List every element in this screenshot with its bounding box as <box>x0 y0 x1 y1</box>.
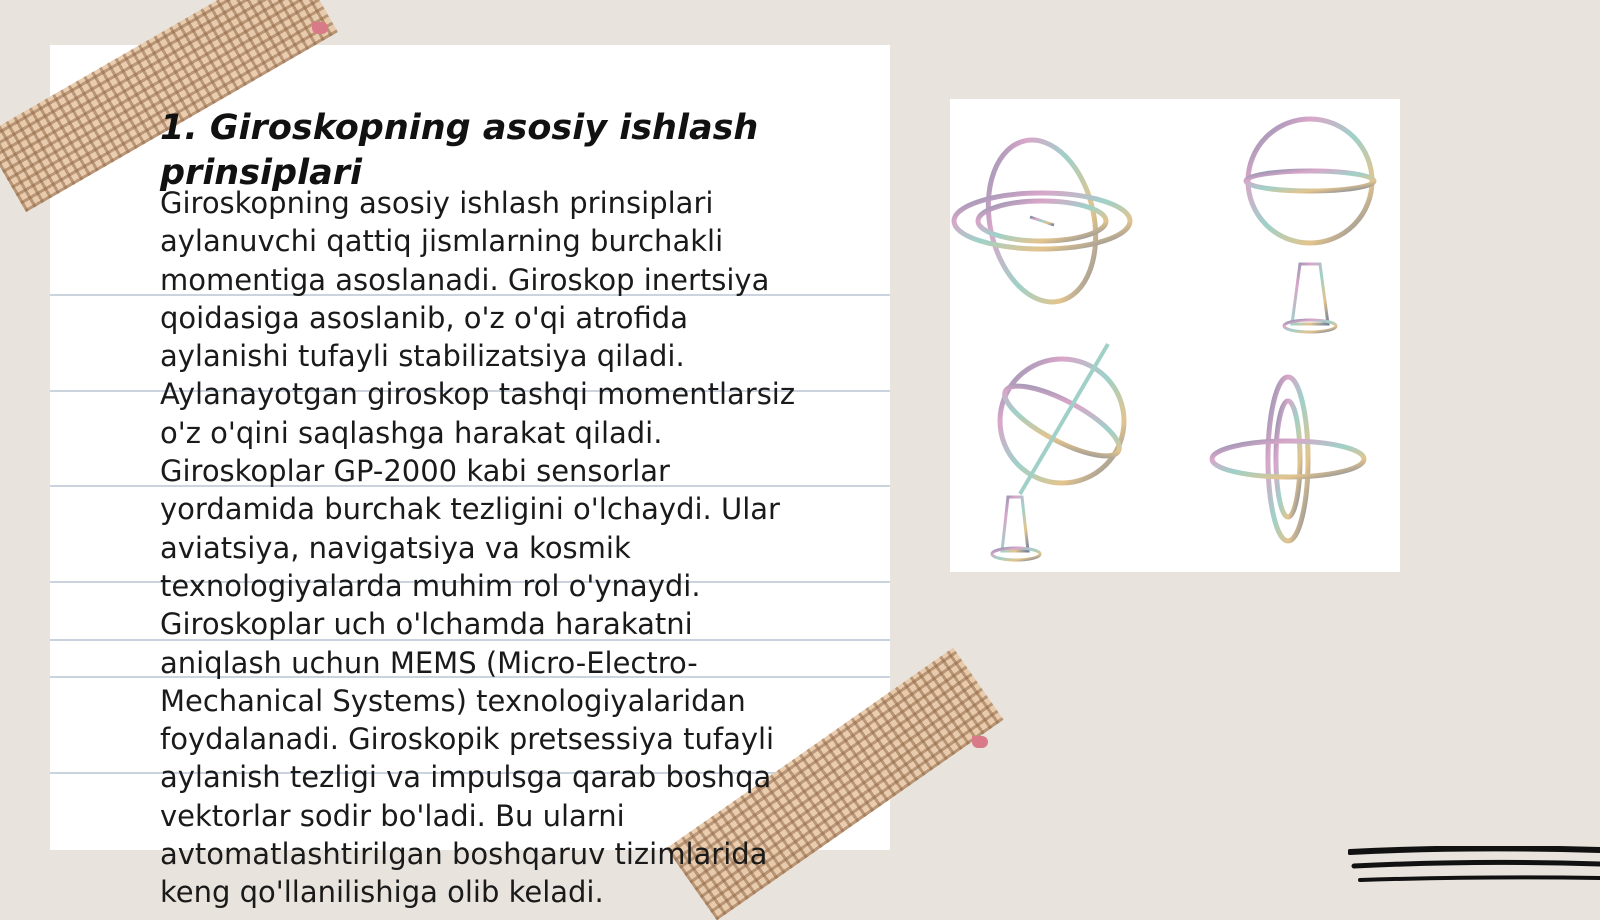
gyroscope-image <box>950 99 1400 572</box>
pin-marker-top <box>312 22 328 34</box>
slide-heading: 1. Giroskopning asosiy ishlash prinsiplari <box>160 108 759 193</box>
slide-body-text: Giroskopning asosiy ishlash prinsiplari aylanuvchi qattiq jismlarning burchakli momentiga asoslanadi. Giroskop inertsiya qoidasiga asoslanib, o'z o'qi atrofida aylanishi tufayli stabilizatsiya qiladi. Aylanayotgan giroskop tashqi momentlarsiz o'z o'qini saqlashga harakat qiladi. Giroskoplar GP-2000 kabi sensorlar yordamida burchak tezligini o'lchaydi. Ular aviatsiya, navigatsiya va kosmik texnologiyalarda muhim rol o'ynaydi. Giroskoplar uch o'lchamda harakatni aniqlash uchun MEMS (Micro-Electro-Mechanical Systems) texnologiyalaridan foydalanadi. Giroskopik pretsessiya tufayli aylanish tezligi va impulsga qarab boshqa vektorlar sodir bo'ladi. Bu ularni avtomatlashtirilgan boshqaruv tizimlarida keng qo'llanilishiga olib keladi. <box>160 186 796 910</box>
pin-marker-bottom <box>972 736 988 748</box>
decorative-brush-strokes <box>1348 846 1600 894</box>
gyroscope-icon <box>950 99 1400 572</box>
